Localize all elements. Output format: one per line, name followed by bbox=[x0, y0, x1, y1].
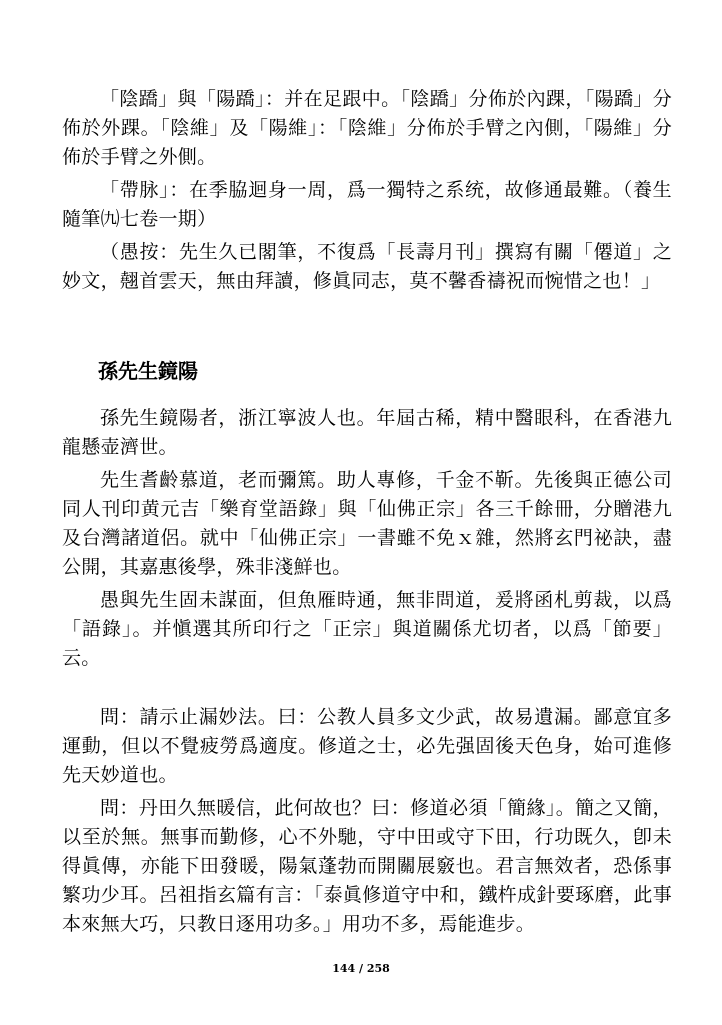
paragraph: 愚與先生固未謀面，但魚雁時通，無非問道，爰將函札剪裁，以爲「語錄」。并愼選其所印行之「正宗」與道關係尤切者，以爲「節要」云。 bbox=[62, 589, 672, 669]
section-spacer bbox=[62, 300, 672, 356]
paragraph: 「帶脉」：在季脇迴身一周，爲一獨特之系统，故修通最難。（養生隨筆㈨七卷一期） bbox=[62, 179, 672, 230]
paragraph: 問：請示止漏妙法。曰：公教人員多文少武，故易遺漏。鄙意宜多運動，但以不覺疲勞爲適度。修道之士，必先强固後天色身，始可進修先天妙道也。 bbox=[62, 706, 672, 786]
paragraph: 先生耆齡慕道，老而彌篤。助人專修，千金不靳。先後與正德公司同人刊印黄元吉「樂育堂語錄」與「仙佛正宗」各三千餘冊，分贈港九及台灣諸道侶。就中「仙佛正宗」一書雖不免ｘ雜，然將玄門祕訣，盡公開，其嘉惠後學，殊非淺鮮也。 bbox=[62, 469, 672, 578]
paragraph: 問：丹田久無暖信，此何故也？曰：修道必須「簡緣」。簡之又簡，以至於無。無事而勤修，心不外馳，守中田或守下田，行功既久，卽未得眞傳，亦能下田發暖，陽氣蓬勃而開關展竅也。君言無效者，恐係事繁功少耳。呂祖指玄篇有言：「泰眞修道守中和，鐵杵成針要琢磨，此事本來無大巧，只教日逐用功多。」用功不多，焉能進步。 bbox=[62, 797, 672, 935]
paragraph: （愚按：先生久已閣筆，不復爲「長壽月刊」撰寫有關「僊道」之妙文，翹首雲天，無由拜讀，修眞同志，莫不馨香禱祝而惋惜之也！」 bbox=[62, 241, 672, 292]
page-number: 144 / 258 bbox=[332, 962, 390, 975]
paragraph-spacer bbox=[62, 677, 672, 703]
paragraph: 孫先生鏡陽者，浙江寧波人也。年屆古稀，精中醫眼科，在香港九龍懸壶濟世。 bbox=[62, 407, 672, 458]
section-title: 孫先生鏡陽 bbox=[98, 359, 198, 383]
paragraph: 「陰蹻」與「陽蹻」：并在足跟中。「陰蹻」分佈於內踝，「陽蹻」分佈於外踝。「陰維」及「陽維」：「陰維」分佈於手臂之內側，「陽維」分佈於手臂之外側。 bbox=[62, 88, 672, 168]
page-body bbox=[62, 85, 672, 943]
